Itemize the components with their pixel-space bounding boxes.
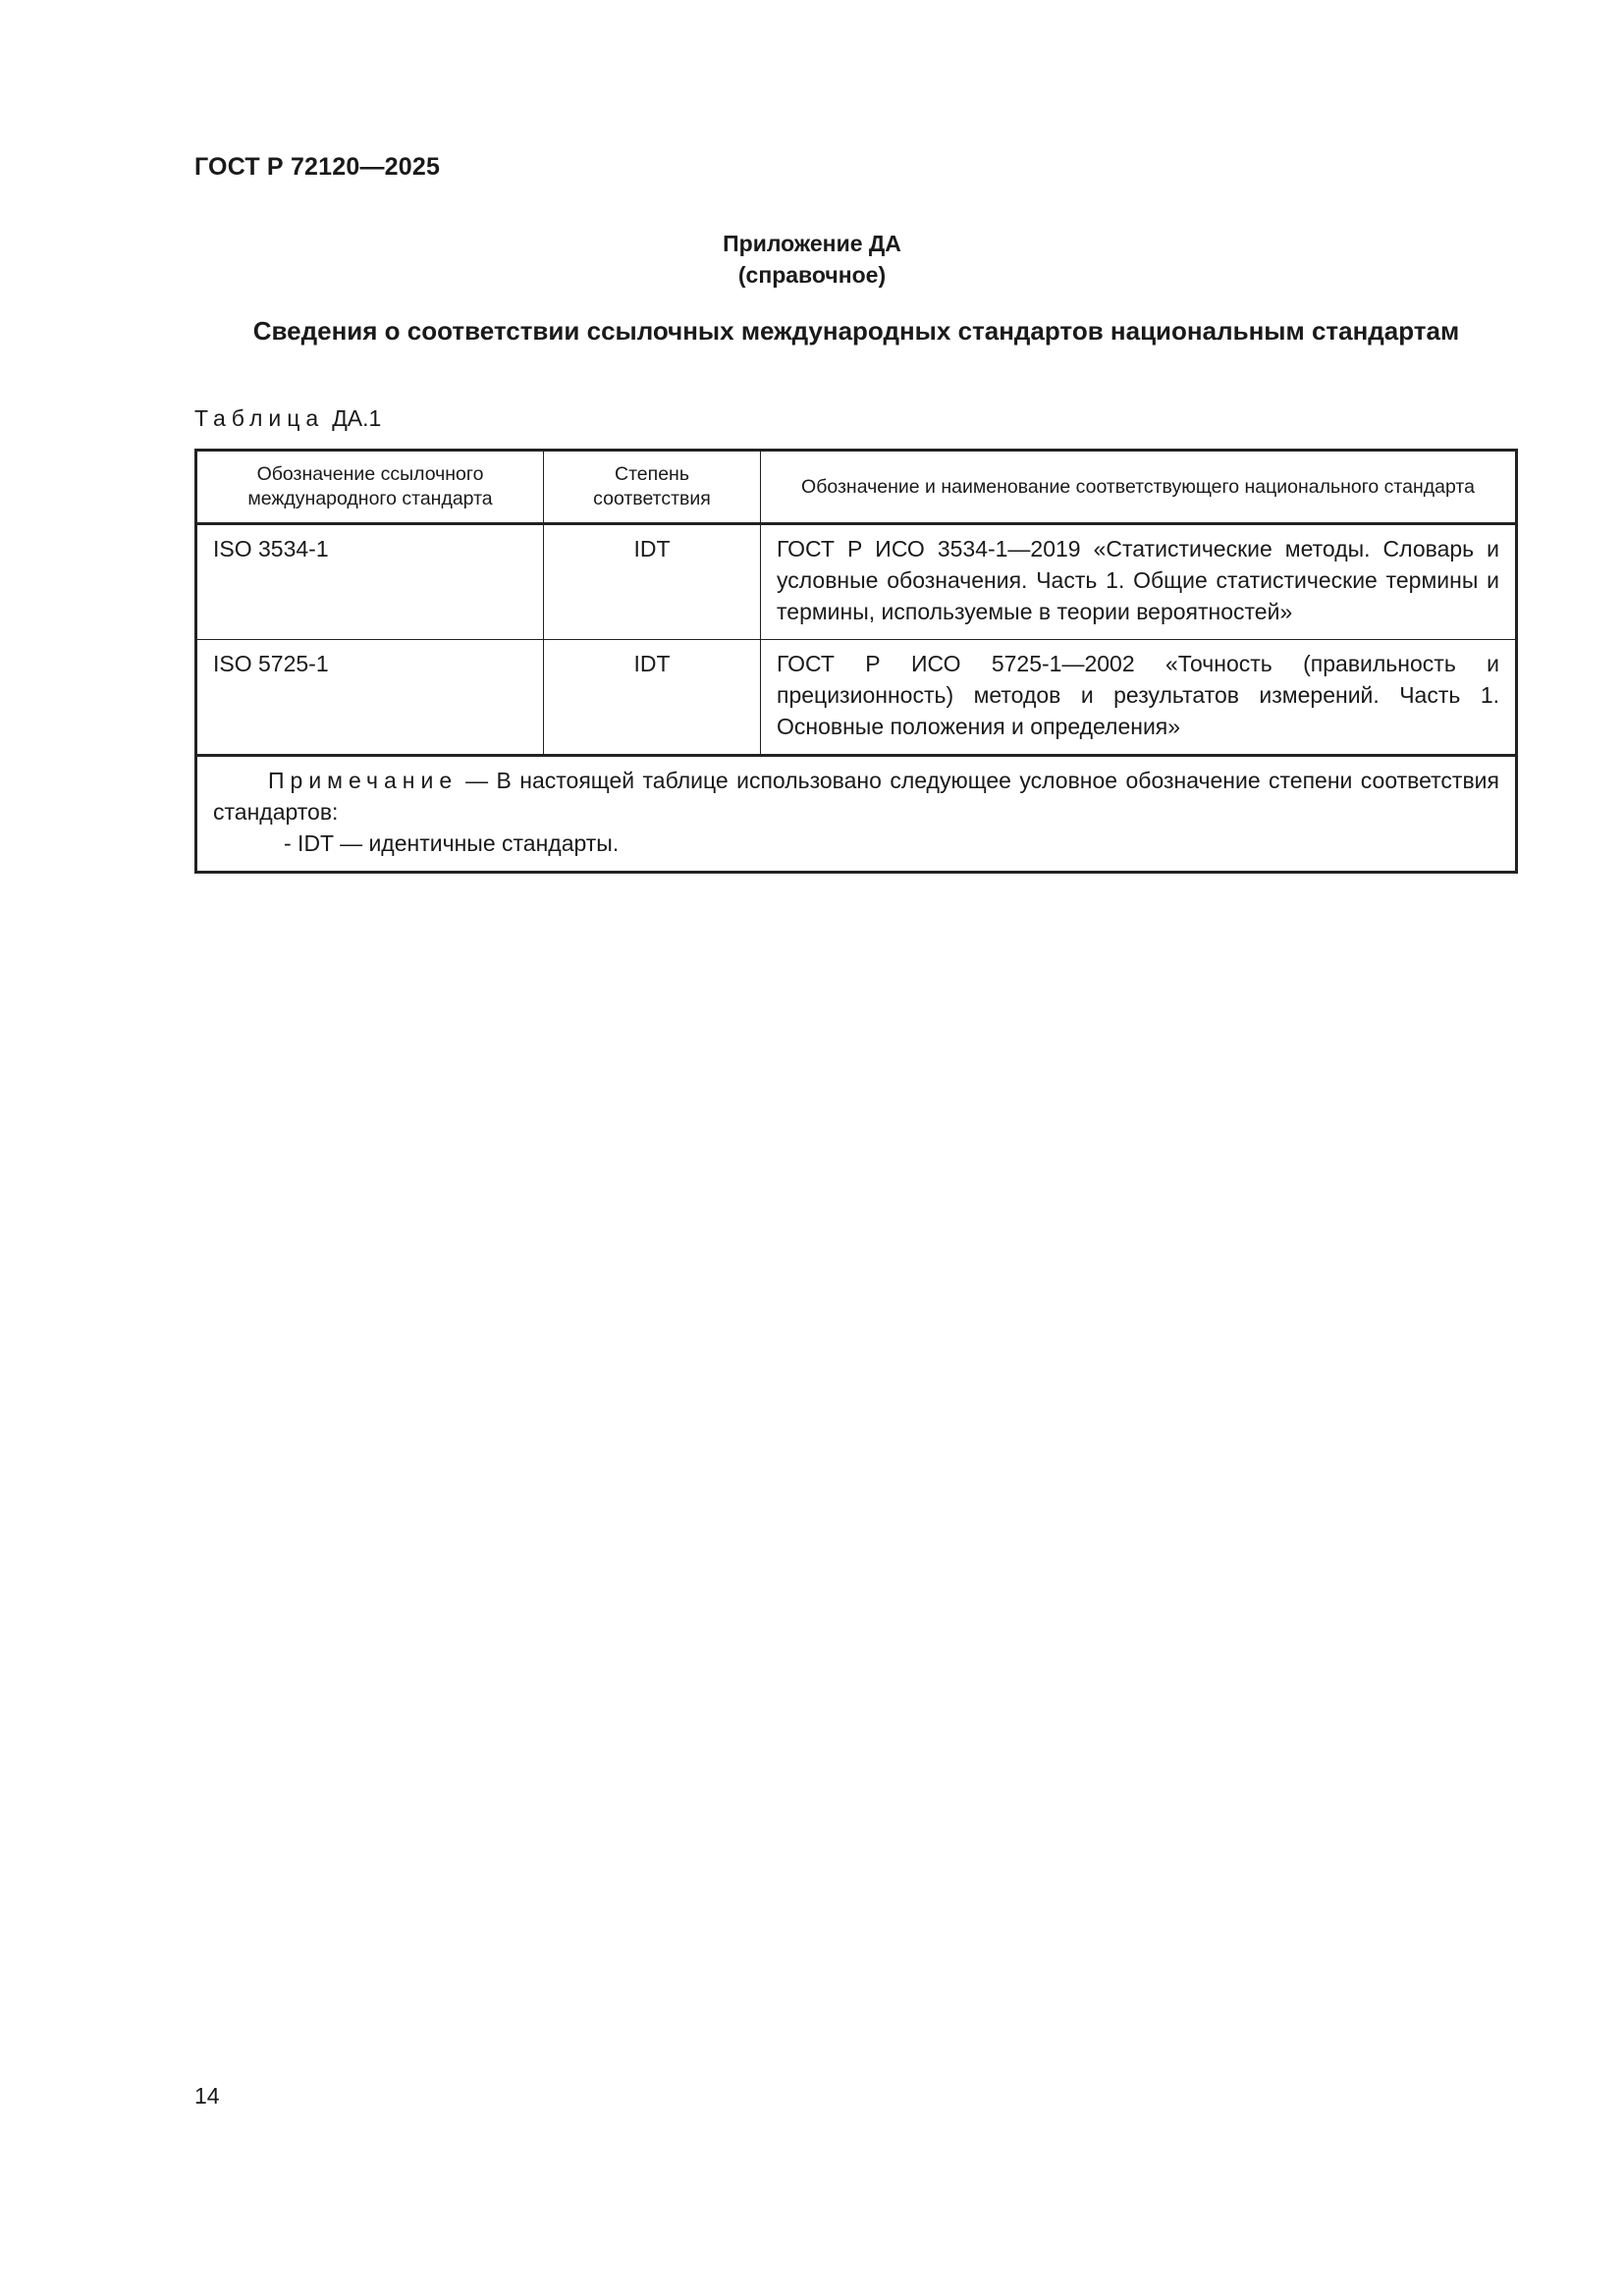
cell-degree: IDT — [544, 640, 761, 756]
appendix-heading — [0, 228, 1624, 291]
table-note-row — [196, 756, 1517, 873]
header-degree: Степень соответствия — [544, 451, 761, 524]
page-number: 14 — [194, 2083, 220, 2109]
cell-degree: IDT — [544, 524, 761, 640]
table-caption-number: ДА.1 — [332, 405, 382, 431]
note-paragraph — [213, 765, 1499, 828]
table-row — [196, 524, 1517, 640]
table-caption-word: Таблица — [194, 405, 325, 431]
cell-national: ГОСТ Р ИСО 3534-1—2019 «Статистические методы. Словарь и условные обозначения. Часть 1. Общие статистические термины и термины, используемые в теории вероятностей» — [761, 524, 1517, 640]
section-title: Сведения о соответствии ссылочных международных стандартов национальным стандартам — [252, 316, 1460, 346]
cell-international: ISO 3534-1 — [196, 524, 544, 640]
document-code: ГОСТ Р 72120—2025 — [194, 153, 441, 181]
appendix-title: Приложение ДА — [723, 231, 901, 256]
appendix-subtitle: (справочное) — [737, 262, 887, 288]
table-row — [196, 640, 1517, 756]
note-text: — В настоящей таблице использовано следующее условное обозначение степени соответствия стандартов: — [213, 768, 1499, 825]
note-label: Примечание — [268, 768, 459, 793]
table-caption — [194, 405, 381, 432]
cell-international: ISO 5725-1 — [196, 640, 544, 756]
cell-national: ГОСТ Р ИСО 5725-1—2002 «Точность (правильность и прецизионность) методов и результатов измерений. Часть 1. Основные положения и определения» — [761, 640, 1517, 756]
header-international-standard: Обозначение ссылочного международного стандарта — [196, 451, 544, 524]
note-item: - IDT — идентичные стандарты. — [284, 830, 620, 856]
table-note — [196, 756, 1517, 873]
header-national-standard: Обозначение и наименование соответствующего национального стандарта — [761, 451, 1517, 524]
standards-table — [194, 449, 1518, 874]
table-header-row — [196, 451, 1517, 524]
